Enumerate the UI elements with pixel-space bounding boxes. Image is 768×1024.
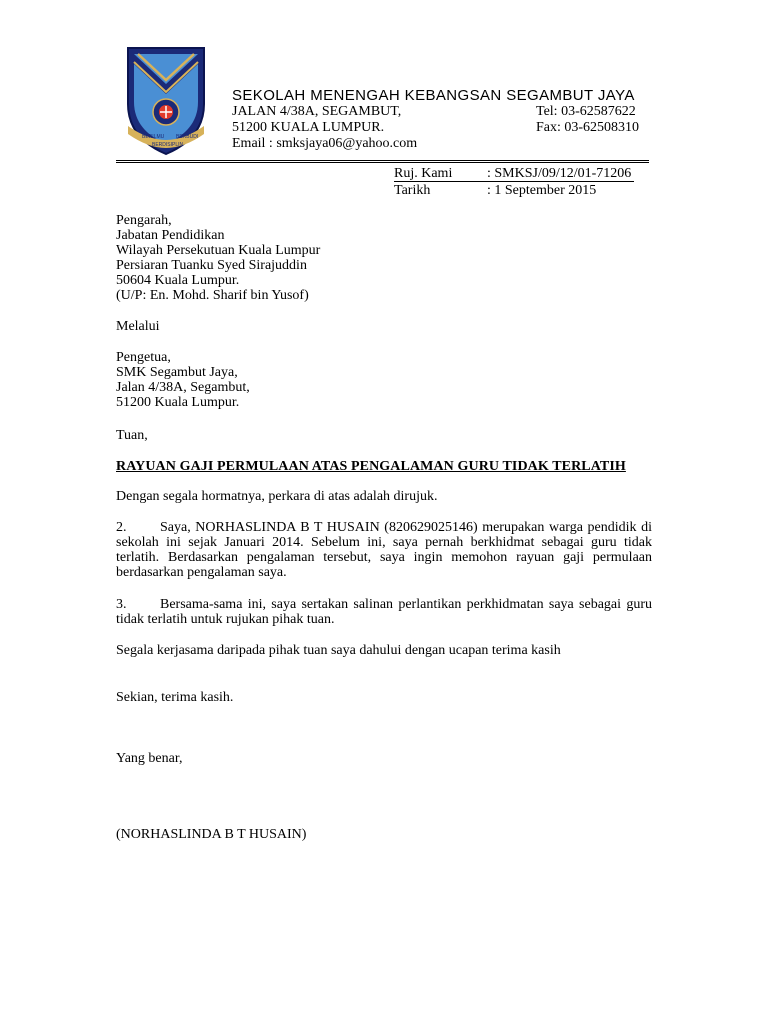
closing-paragraph: Segala kerjasama daripada pihak tuan saya dahului dengan ucapan terima kasih	[116, 643, 561, 658]
paragraph-2	[116, 520, 652, 580]
school-address-line-2: 51200 KUALA LUMPUR.	[232, 120, 385, 135]
reference-label: Ruj. Kami	[394, 166, 453, 181]
paragraph-3-text: Bersama-sama ini, saya sertakan salinan perlantikan perkhidmatan saya sebagai guru tidak terlatih untuk rujukan pihak tuan.	[116, 597, 652, 627]
reference-number: : SMKSJ/09/12/01-71206	[487, 166, 632, 181]
recipient-line: Persiaran Tuanku Syed Sirajuddin	[116, 258, 307, 273]
school-fax: Fax: 03-62508310	[536, 120, 640, 135]
school-name: SEKOLAH MENENGAH KEBANGSAN SEGAMBUT JAYA	[232, 87, 635, 104]
letter-subject: RAYUAN GAJI PERMULAAN ATAS PENGALAMAN GURU TIDAK TERLATIH	[116, 459, 626, 474]
recipient-line: Wilayah Persekutuan Kuala Lumpur	[116, 243, 321, 258]
letterhead-divider	[116, 160, 649, 161]
paragraph-2-text: Saya, NORHASLINDA B T HUSAIN (820629025146) merupakan warga pendidik di sekolah ini sejak Januari 2014. Sebelum ini, saya pernah berkhidmat sebagai guru tidak terlatih. Berdasarkan pengalaman tersebut, saya ingin memohon rayuan gaji permulaan berdasarkan pengalaman saya.	[116, 520, 652, 580]
via-line: Jalan 4/38A, Segambut,	[116, 380, 250, 395]
salutation: Tuan,	[116, 428, 148, 443]
paragraph-2-number: 2.	[116, 520, 127, 535]
letterhead-divider-secondary	[116, 162, 649, 163]
paragraph-3-number: 3.	[116, 597, 127, 612]
crest-motto-right: BERBUDI	[176, 134, 199, 140]
reference-underline	[394, 181, 634, 182]
school-address-line-1: JALAN 4/38A, SEGAMBUT,	[232, 104, 402, 119]
school-telephone: Tel: 03-62587622	[536, 104, 636, 119]
crest-motto-bottom: BERDISIPLIN	[152, 142, 184, 148]
via-line: Pengetua,	[116, 350, 171, 365]
recipient-line: 50604 Kuala Lumpur.	[116, 273, 240, 288]
date-label: Tarikh	[394, 183, 431, 198]
school-crest-logo	[124, 42, 208, 158]
via-line: 51200 Kuala Lumpur.	[116, 395, 240, 410]
paragraph-3	[116, 597, 652, 627]
opening-paragraph: Dengan segala hormatnya, perkara di atas adalah dirujuk.	[116, 489, 438, 504]
crest-motto-left: BERILMU	[142, 134, 165, 140]
recipient-line: Pengarah,	[116, 213, 172, 228]
school-email: Email : smksjaya06@yahoo.com	[232, 136, 418, 151]
signoff-thanks: Sekian, terima kasih.	[116, 690, 234, 705]
via-label: Melalui	[116, 319, 160, 334]
recipient-attention: (U/P: En. Mohd. Sharif bin Yusof)	[116, 288, 309, 303]
via-line: SMK Segambut Jaya,	[116, 365, 238, 380]
recipient-line: Jabatan Pendidikan	[116, 228, 225, 243]
letter-date: : 1 September 2015	[487, 183, 597, 198]
signatory-name: (NORHASLINDA B T HUSAIN)	[116, 827, 307, 842]
signoff-yours: Yang benar,	[116, 751, 183, 766]
